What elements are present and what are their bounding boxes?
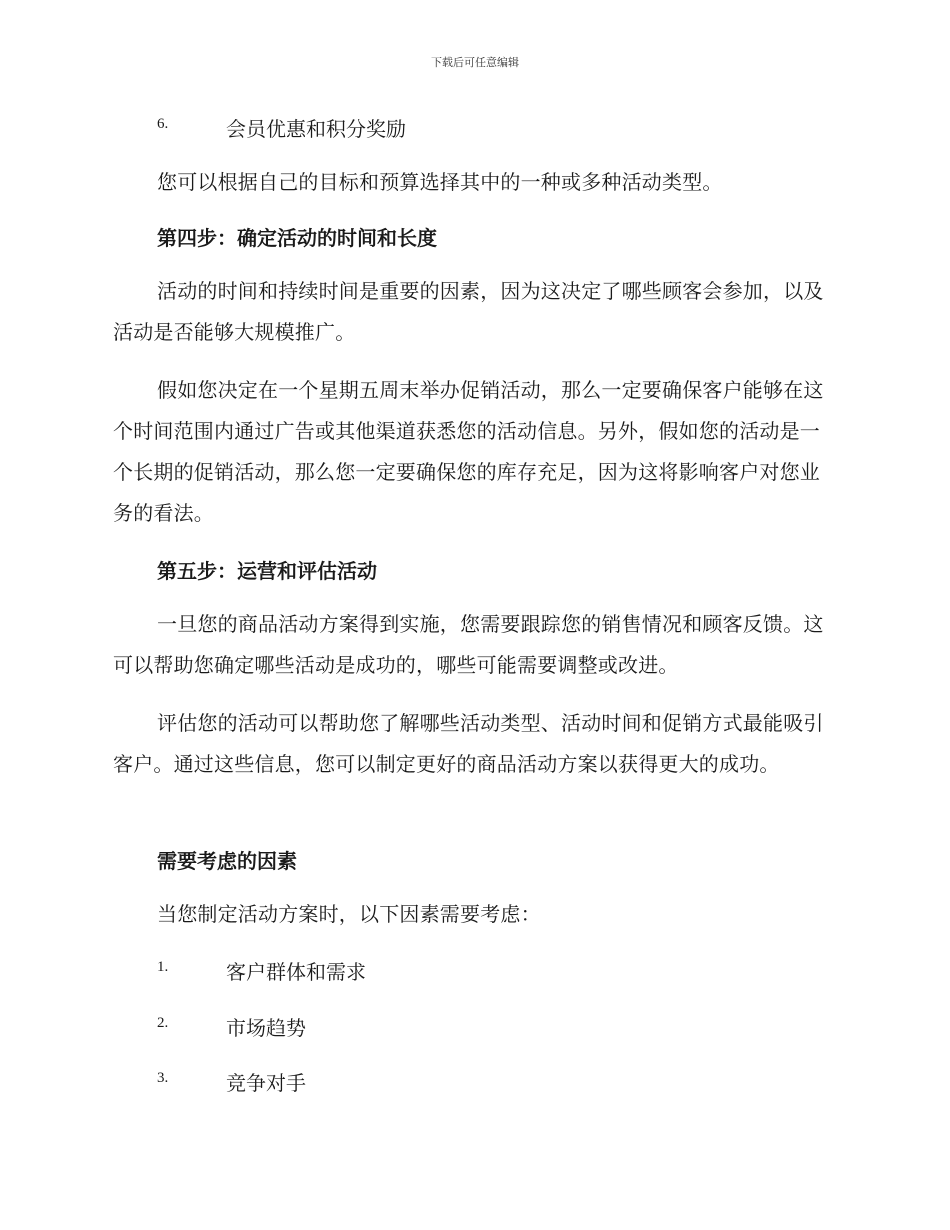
paragraph-track-sales: 一旦您的商品活动方案得到实施，您需要跟踪您的销售情况和顾客反馈。这可以帮助您确定哪些活动是成功的，哪些可能需要调整或改进。 — [113, 612, 824, 677]
heading-step-four: 第四步：确定活动的时间和长度 — [157, 226, 437, 250]
paragraph-evaluate-activities: 评估您的活动可以帮助您了解哪些活动类型、活动时间和促销方式最能吸引客户。通过这些信息，您可以制定更好的商品活动方案以获得更大的成功。 — [113, 711, 824, 776]
list-item — [0, 956, 950, 986]
heading-factors: 需要考虑的因素 — [157, 849, 297, 873]
paragraph-factors-intro: 当您制定活动方案时，以下因素需要考虑： — [157, 902, 541, 926]
list-item-number: 6. — [157, 116, 169, 132]
list-item-text: 市场趋势 — [226, 1016, 306, 1040]
paragraph-choose-types: 您可以根据自己的目标和预算选择其中的一种或多种活动类型。 — [157, 170, 723, 194]
list-item-number: 1. — [157, 959, 169, 975]
list-item — [0, 1012, 950, 1042]
list-item-text: 客户群体和需求 — [226, 960, 366, 984]
list-item-number: 2. — [157, 1015, 169, 1031]
paragraph-weekend-promotion: 假如您决定在一个星期五周末举办促销活动，那么一定要确保客户能够在这个时间范围内通过广告或其他渠道获悉您的活动信息。另外，假如您的活动是一个长期的促销活动，那么您一定要确保您的库存充足，因为这将影响客户对您业务的看法。 — [113, 378, 824, 525]
heading-step-five: 第五步：运营和评估活动 — [157, 559, 377, 583]
list-item-number: 3. — [157, 1070, 169, 1086]
list-item-text: 竞争对手 — [226, 1071, 306, 1095]
list-item — [0, 1067, 950, 1097]
page-header-note: 下载后可任意编辑 — [431, 56, 519, 69]
paragraph-time-duration: 活动的时间和持续时间是重要的因素，因为这决定了哪些顾客会参加，以及活动是否能够大规模推广。 — [113, 279, 824, 344]
list-item-text: 会员优惠和积分奖励 — [226, 117, 406, 141]
list-item — [0, 113, 950, 143]
